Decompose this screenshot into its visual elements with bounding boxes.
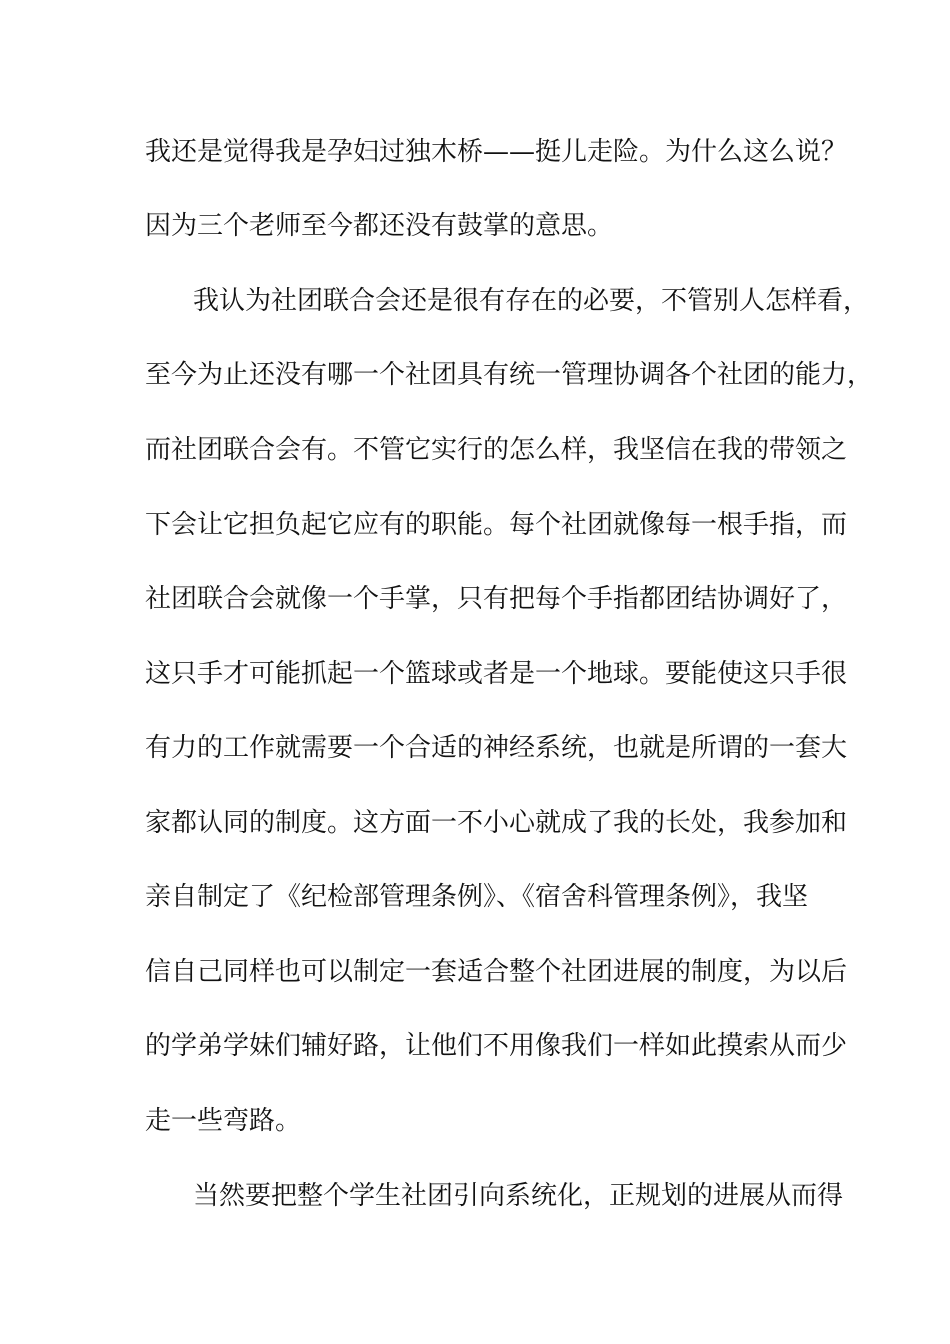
text-line: 社团联合会就像一个手掌，只有把每个手指都团结协调好了， <box>145 584 848 614</box>
text-line: 因为三个老师至今都还没有鼓掌的意思。 <box>145 211 614 241</box>
text-line: 走一些弯路。 <box>145 1106 302 1136</box>
text-line: 至今为止还没有哪一个社团具有统一管理协调各个社团的能力， <box>145 360 874 390</box>
text-line: 我还是觉得我是孕妇过独木桥——挺儿走险。为什么这么说？ <box>145 137 848 167</box>
text-line: 下会让它担负起它应有的职能。每个社团就像每一根手指，而 <box>145 510 848 540</box>
paragraph-first-line: 当然要把整个学生社团引向系统化，正规划的进展从而得 <box>193 1181 844 1211</box>
text-line: 信自己同样也可以制定一套适合整个社团进展的制度，为以后 <box>145 957 848 987</box>
paragraph-first-line: 我认为社团联合会还是很有存在的必要，不管别人怎样看， <box>193 286 870 316</box>
text-line: 家都认同的制度。这方面一不小心就成了我的长处，我参加和 <box>145 808 848 838</box>
text-line: 而社团联合会有。不管它实行的怎么样，我坚信在我的带领之 <box>145 435 848 465</box>
text-line: 亲自制定了《纪检部管理条例》、《宿舍科管理条例》，我坚 <box>145 882 809 912</box>
text-line: 有力的工作就需要一个合适的神经系统，也就是所谓的一套大 <box>145 733 848 763</box>
text-line: 的学弟学妹们辅好路，让他们不用像我们一样如此摸索从而少 <box>145 1031 848 1061</box>
text-line: 这只手才可能抓起一个篮球或者是一个地球。要能使这只手很 <box>145 659 848 689</box>
